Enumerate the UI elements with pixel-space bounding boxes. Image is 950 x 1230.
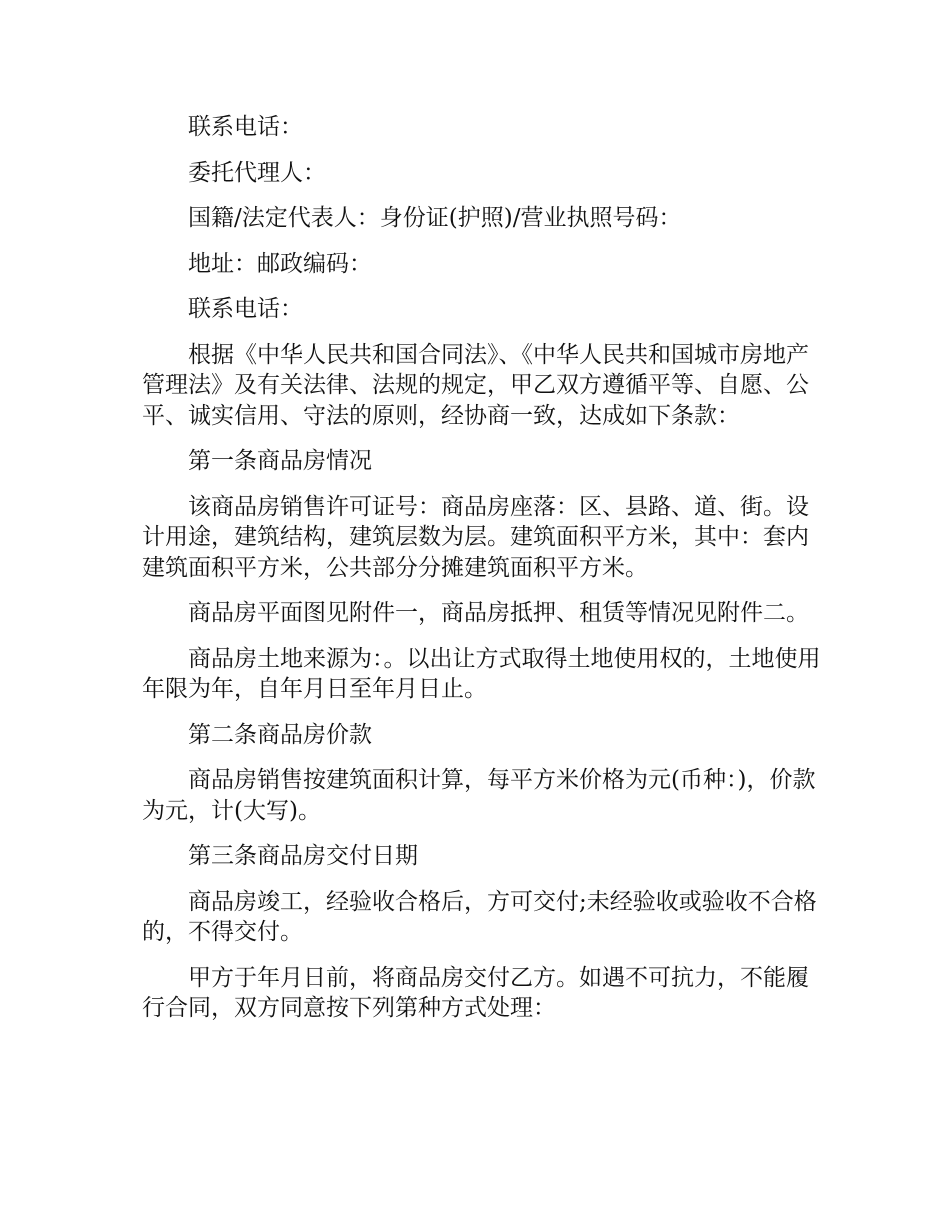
contract-page: [142, 112, 830, 1039]
attachments-paragraph: 商品房平面图见附件一，商品房抵押、租赁等情况见附件二。: [188, 600, 809, 626]
property-details-paragraph: 该商品房销售许可证号：商品房座落：区、县路、道、街。设计用途，建筑结构，建筑层数为层。建筑面积平方米，其中：套内建筑面积平方米，公共部分分摊建筑面积平方米。: [142, 493, 809, 581]
agent-line: 委托代理人：: [188, 159, 326, 186]
nationality-id-line: 国籍/法定代表人：身份证(护照)/营业执照号码：: [188, 205, 682, 231]
article-3-heading: 第三条商品房交付日期: [188, 843, 418, 869]
completion-paragraph: 商品房竣工，经验收合格后，方可交付;未经验收或验收不合格的，不得交付。: [142, 888, 817, 945]
contact-phone-line-2: 联系电话：: [188, 296, 303, 322]
address-postcode-line: 地址：邮政编码：: [188, 250, 372, 277]
article-2-heading: 第二条商品房价款: [188, 721, 372, 748]
article-1-heading: 第一条商品房情况: [188, 448, 372, 474]
contact-phone-line: 联系电话：: [188, 114, 303, 140]
land-source-paragraph: 商品房土地来源为：。以出让方式取得土地使用权的，土地使用年限为年，自年月日至年月日止。: [142, 645, 821, 702]
price-paragraph: 商品房销售按建筑面积计算，每平方米价格为元(币种：)，价款为元，计(大写)。: [142, 767, 816, 824]
legal-basis-paragraph: 根据《中华人民共和国合同法》、《中华人民共和国城市房地产管理法》及有关法律、法规的规定，甲乙双方遵循平等、自愿、公平、诚实信用、守法的原则，经协商一致，达成如下条款：: [142, 341, 809, 429]
delivery-date-paragraph: 甲方于年月日前，将商品房交付乙方。如遇不可抗力，不能履行合同，双方同意按下列第种方式处理：: [142, 964, 809, 1021]
